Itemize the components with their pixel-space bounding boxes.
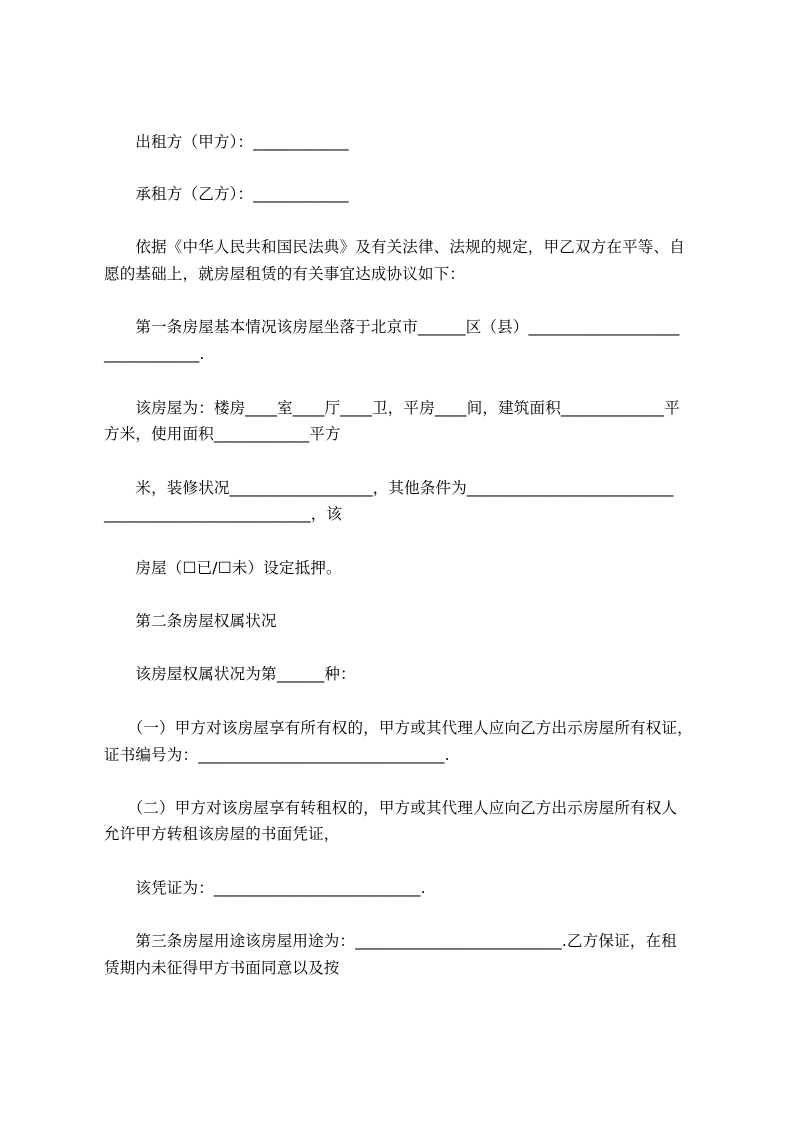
certificate-line: 该凭证为：__________________________.	[104, 879, 426, 897]
mortgage-line: 房屋（☐已/☐未）设定抵押。	[104, 559, 342, 577]
decoration-line-1: 米，装修状况__________________，其他条件为__________________________	[104, 479, 674, 497]
article-1-line-1: 第一条房屋基本情况该房屋坐落于北京市______区（县）___________________	[104, 318, 680, 336]
article-2-heading: 第二条房屋权属状况	[104, 612, 277, 630]
decoration-line-2: __________________________，该	[104, 505, 343, 523]
lessor-line: 出租方（甲方）：____________	[104, 133, 349, 151]
house-type-line-2: 方米，使用面积____________平方	[104, 425, 341, 443]
clause-2-line-2: 允许甲方转租该房屋的书面凭证，	[104, 825, 340, 843]
clause-1-line-2: 证书编号为：_______________________________.	[104, 746, 450, 764]
preamble-line-2: 愿的基础上，就房屋租赁的有关事宜达成协议如下：	[104, 265, 466, 283]
clause-2-line-1: （二）甲方对该房屋享有转租权的，甲方或其代理人应向乙方出示房屋所有权人	[104, 799, 678, 817]
article-1-line-2: ____________.	[104, 345, 205, 363]
preamble-line-1: 依据《中华人民共和国民法典》及有关法律、法规的规定，甲乙双方在平等、自	[104, 238, 685, 256]
ownership-type-line: 该房屋权属状况为第______种：	[104, 665, 356, 683]
article-3-line-2: 赁期内未征得甲方书面同意以及按	[104, 959, 340, 977]
clause-1-line-1: （一）甲方对该房屋享有所有权的，甲方或其代理人应向乙方出示房屋所有权证，	[104, 719, 693, 737]
house-type-line-1: 该房屋为：楼房____室____厅____卫，平房____间，建筑面积_____________平	[104, 399, 680, 417]
article-3-line-1: 第三条房屋用途该房屋用途为：__________________________.乙方保证，在租	[104, 932, 677, 950]
lessee-line: 承租方（乙方）：____________	[104, 185, 349, 203]
